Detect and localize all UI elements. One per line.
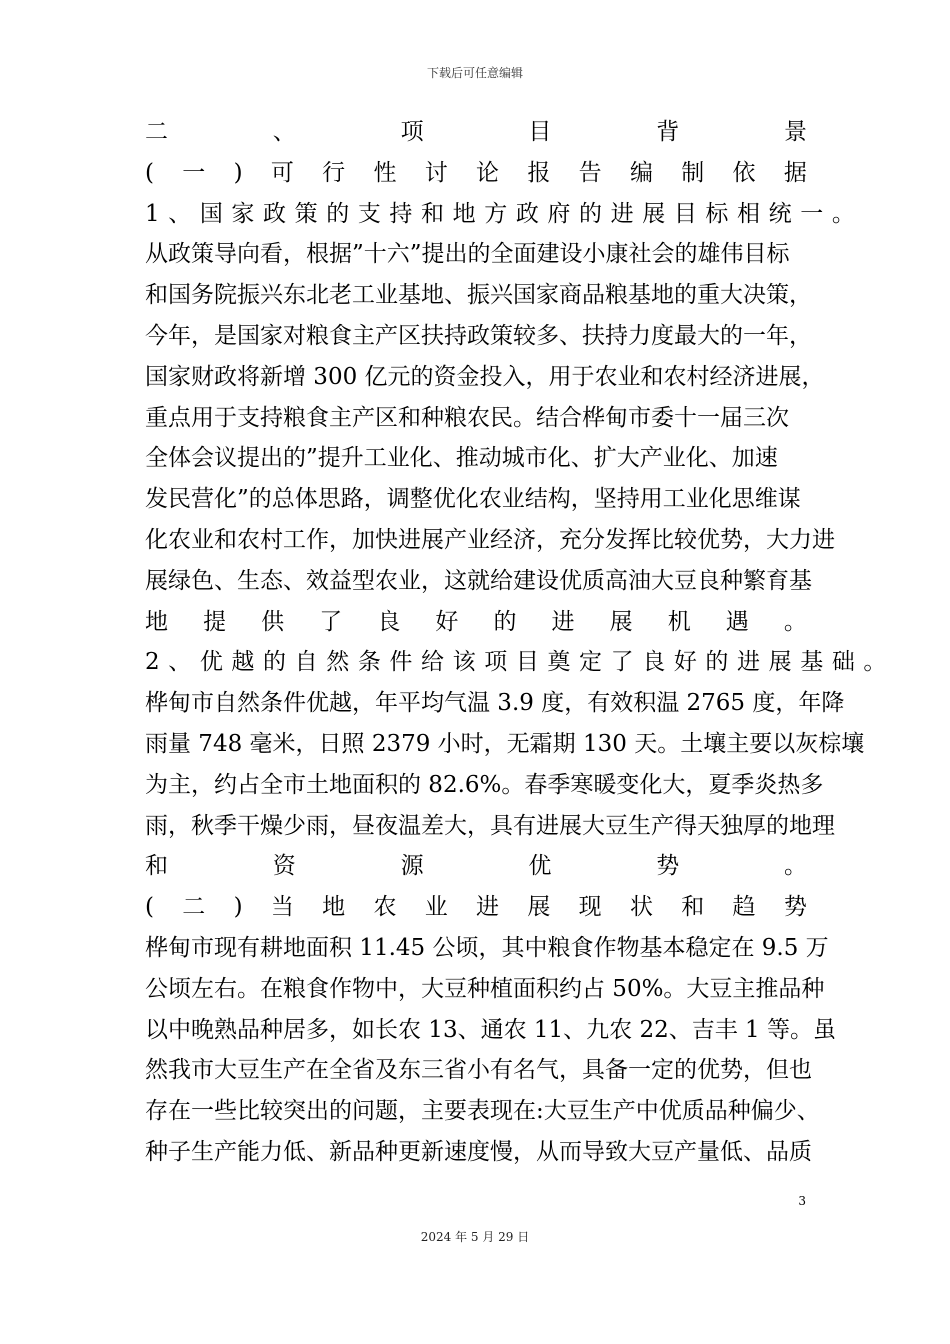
heading-char: 了 bbox=[319, 608, 343, 635]
heading-char: 性 bbox=[373, 159, 397, 186]
heading-char: 好 bbox=[435, 608, 459, 635]
heading-char: 提 bbox=[203, 608, 227, 635]
document-body bbox=[145, 112, 896, 1173]
heading-char: 制 bbox=[681, 159, 705, 186]
text-line: 存在一些比较突出的问题，主要表现在:大豆生产中优质品种偏少、 bbox=[145, 1098, 820, 1125]
heading-char: 现 bbox=[578, 894, 602, 921]
point-2: 2、优越的自然条件给该项目奠定了良好的进展基础。 bbox=[145, 649, 896, 676]
heading-char: 一 bbox=[182, 159, 206, 186]
heading-char: ( bbox=[145, 159, 154, 186]
heading-main bbox=[145, 112, 807, 153]
heading-char: 业 bbox=[424, 894, 448, 921]
text-line: 桦甸市现有耕地面积 11.45 公顷，其中粮食作物基本稳定在 9.5 万 bbox=[145, 934, 829, 961]
heading-char: 势 bbox=[656, 853, 680, 880]
heading-char: 地 bbox=[322, 894, 346, 921]
text-line: 桦甸市自然条件优越，年平均气温 3.9 度，有效积温 2765 度，年降 bbox=[145, 690, 845, 717]
heading-char: 遇 bbox=[725, 608, 749, 635]
paragraph-3 bbox=[145, 928, 836, 1173]
text-line: 为主，约占全市土地面积的 82.6%。春季寒暖变化大，夏季炎热多 bbox=[145, 771, 824, 798]
text-line: 雨，秋季干燥少雨，昼夜温差大，具有进展大豆生产得天独厚的地理 bbox=[145, 812, 835, 839]
heading-char: 行 bbox=[322, 159, 346, 186]
heading-char: 。 bbox=[783, 608, 807, 635]
heading-char: 告 bbox=[578, 159, 602, 186]
heading-char: 当 bbox=[270, 894, 294, 921]
heading-char: 状 bbox=[629, 894, 653, 921]
text-line: 种子生产能力低、新品种更新速度慢，从而导致大豆产量低、品质 bbox=[145, 1138, 812, 1165]
heading-char: 的 bbox=[493, 608, 517, 635]
text-line: 全体会议提出的”提升工业化、推动城市化、扩大产业化、加速 bbox=[145, 445, 778, 472]
text-line: 展绿色、生态、效益型农业，这就给建设优质高油大豆良种繁育基 bbox=[145, 567, 812, 594]
heading-char: 展 bbox=[527, 894, 551, 921]
text-line: 以中晚熟品种居多，如长农 13、通农 11、九农 22、吉丰 1 等。虽 bbox=[145, 1016, 836, 1043]
heading-char: ) bbox=[233, 894, 243, 921]
heading-char: 展 bbox=[609, 608, 633, 635]
heading-char: 据 bbox=[783, 159, 807, 186]
heading-char: 源 bbox=[400, 853, 424, 880]
heading-char: ( bbox=[145, 894, 154, 921]
heading-char: 背 bbox=[656, 119, 680, 145]
point-1: 1、国家政策的支持和地方政府的进展目标相统一。 bbox=[145, 200, 864, 227]
heading-char: 、 bbox=[272, 119, 296, 145]
text-line: 和国务院振兴东北老工业基地、振兴国家商品粮基地的重大决策， bbox=[145, 282, 812, 309]
heading-char: 趋 bbox=[732, 894, 756, 921]
heading-char: 进 bbox=[476, 894, 500, 921]
heading-char: 讨 bbox=[424, 159, 448, 186]
paragraph-2-last-line bbox=[145, 846, 807, 887]
text-line: 从政策导向看，根据”十六”提出的全面建设小康社会的雄伟目标 bbox=[145, 241, 790, 268]
heading-char: 论 bbox=[476, 159, 500, 186]
heading-char: 项 bbox=[400, 119, 424, 145]
heading-char: 依 bbox=[732, 159, 756, 186]
heading-char: 机 bbox=[667, 608, 691, 635]
heading-char: 势 bbox=[783, 894, 807, 921]
text-line: 重点用于支持粮食主产区和种粮农民。结合桦甸市委十一届三次 bbox=[145, 404, 789, 431]
heading-char: 农 bbox=[373, 894, 397, 921]
heading-char: 二 bbox=[145, 119, 168, 145]
heading-char: 二 bbox=[182, 894, 206, 921]
text-line: 公顷左右。在粮食作物中，大豆种植面积约占 50%。大豆主推品种 bbox=[145, 975, 825, 1002]
paragraph-1-last-line bbox=[145, 602, 807, 643]
heading-char: 地 bbox=[145, 608, 168, 635]
heading-char: 景 bbox=[783, 119, 807, 145]
heading-char: 供 bbox=[261, 608, 285, 635]
text-line: 然我市大豆生产在全省及东三省小有名气，具备一定的优势，但也 bbox=[145, 1057, 812, 1084]
footer-date: 2024 年 5 月 29 日 bbox=[420, 1230, 530, 1244]
text-line: 今年，是国家对粮食主产区扶持政策较多、扶持力度最大的一年， bbox=[145, 322, 812, 349]
heading-char: 。 bbox=[783, 853, 807, 880]
page-number: 3 bbox=[798, 1194, 806, 1208]
heading-char: 可 bbox=[270, 159, 294, 186]
heading-sub1 bbox=[145, 153, 807, 194]
text-line: 发民营化”的总体思路，调整优化农业结构，坚持用工业化思维谋 bbox=[145, 486, 801, 513]
heading-char: 进 bbox=[551, 608, 575, 635]
page-header: 下载后可任意编辑 bbox=[426, 66, 523, 80]
heading-char: 资 bbox=[272, 853, 296, 880]
heading-char: 目 bbox=[528, 119, 552, 145]
text-line: 化农业和农村工作，加快进展产业经济，充分发挥比较优势，大力进 bbox=[145, 526, 835, 553]
heading-char: 和 bbox=[681, 894, 705, 921]
heading-char: 良 bbox=[377, 608, 401, 635]
heading-char: 和 bbox=[145, 853, 168, 880]
text-line: 国家财政将新增 300 亿元的资金投入，用于农业和农村经济进展， bbox=[145, 363, 825, 390]
heading-char: 优 bbox=[528, 853, 552, 880]
paragraph-1 bbox=[145, 234, 835, 601]
heading-char: ) bbox=[233, 159, 243, 186]
paragraph-2 bbox=[145, 683, 865, 846]
text-line: 雨量 748 毫米，日照 2379 小时，无霜期 130 天。土壤主要以灰棕壤 bbox=[145, 730, 865, 757]
heading-char: 编 bbox=[629, 159, 653, 186]
heading-sub2 bbox=[145, 887, 807, 928]
heading-char: 报 bbox=[527, 159, 551, 186]
